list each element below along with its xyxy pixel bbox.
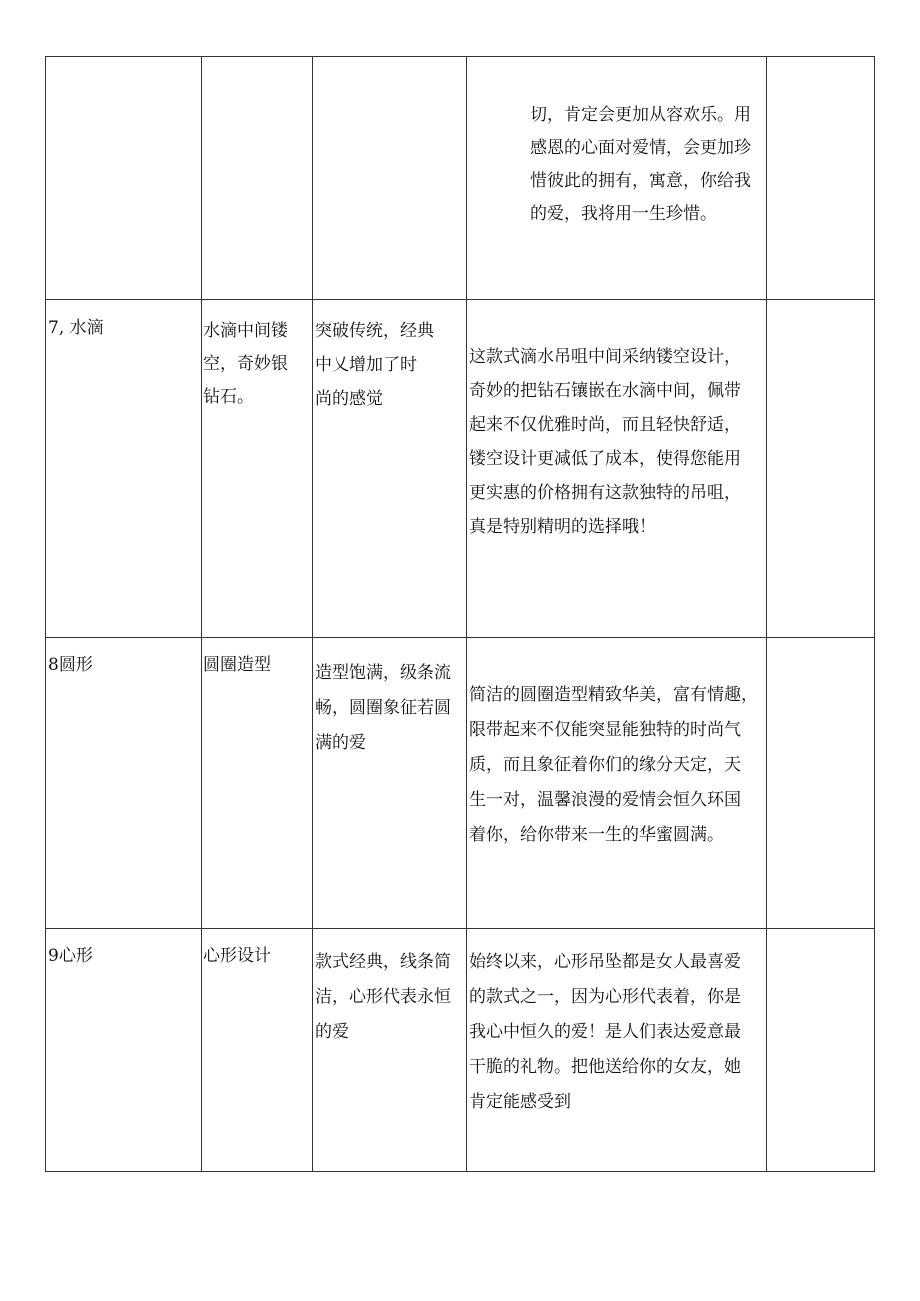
cell-text: 款式经典，线条简 洁，心形代表永恒 的爱: [315, 952, 451, 1042]
table-cell-style: [202, 300, 313, 638]
table-cell-description: [467, 57, 767, 300]
table-cell-style: [202, 638, 313, 929]
table-cell-feature: [313, 929, 467, 1172]
cell-text: 简洁的圆圈造型精致华美，富有情趣， 限带起来不仅能突显能独特的时尚气 质，而且象征着你们的缘分天定，天 生一对，温馨浪漫的爱情会恒久环国 着你，给你带来一生的华蜜圆满。: [469, 685, 758, 845]
table-row: [46, 300, 875, 638]
cell-text: 造型饱满，级条流 畅，圆圈象征若圆 满的爱: [315, 663, 451, 753]
cell-text: 始终以来，心形吊坠都是女人最喜爱 的款式之一，因为心形代表着，你是 我心中恒久的爱！是人们表达爱意最 干脆的礼物。把他送给你的女友，她 肯定能感受到: [469, 952, 741, 1112]
product-description-table: [45, 56, 875, 1172]
cell-text: 圆圈造型: [203, 655, 271, 675]
cell-text: 9心形: [48, 946, 93, 966]
table-cell-feature: [313, 638, 467, 929]
cell-text: 突破传统，经典 中乂增加了时 尚的感觉: [315, 321, 434, 409]
table-cell-extra: [767, 57, 875, 300]
cell-text: 这款式滴水吊咀中间采纳镂空设计， 奇妙的把钻石镶嵌在水滴中间，佩带 起来不仅优雅时尚，而且轻快舒适， 镂空设计更减低了成本，使得您能用 更实惠的价格拥有这款独特的吊咀， 真是特别精明的选择哦！: [469, 347, 741, 537]
table-cell-style: [202, 929, 313, 1172]
cell-text: 心形设计: [203, 946, 271, 966]
table-cell-feature: [313, 57, 467, 300]
table-cell-extra: [767, 638, 875, 929]
table-cell-extra: [767, 929, 875, 1172]
table-row: [46, 57, 875, 300]
table-cell-name: [46, 300, 202, 638]
cell-text: 切，肯定会更加从容欢乐。用 感恩的心面对爱情，会更加珍 惜彼此的拥有，寓意，你给我 的爱，我将用一生珍惜。: [530, 105, 751, 224]
table-cell-description: [467, 929, 767, 1172]
table-cell-name: [46, 57, 202, 300]
cell-text: 8圆形: [48, 655, 93, 675]
table-cell-name: [46, 638, 202, 929]
table-cell-style: [202, 57, 313, 300]
table-cell-description: [467, 300, 767, 638]
table-row: [46, 929, 875, 1172]
table-cell-description: [467, 638, 767, 929]
table-row: [46, 638, 875, 929]
table-cell-feature: [313, 300, 467, 638]
table-cell-name: [46, 929, 202, 1172]
cell-text: 7, 水滴: [48, 318, 104, 338]
cell-text: 水滴中间镂 空，奇妙银 钻石。: [203, 321, 288, 407]
table-cell-extra: [767, 300, 875, 638]
